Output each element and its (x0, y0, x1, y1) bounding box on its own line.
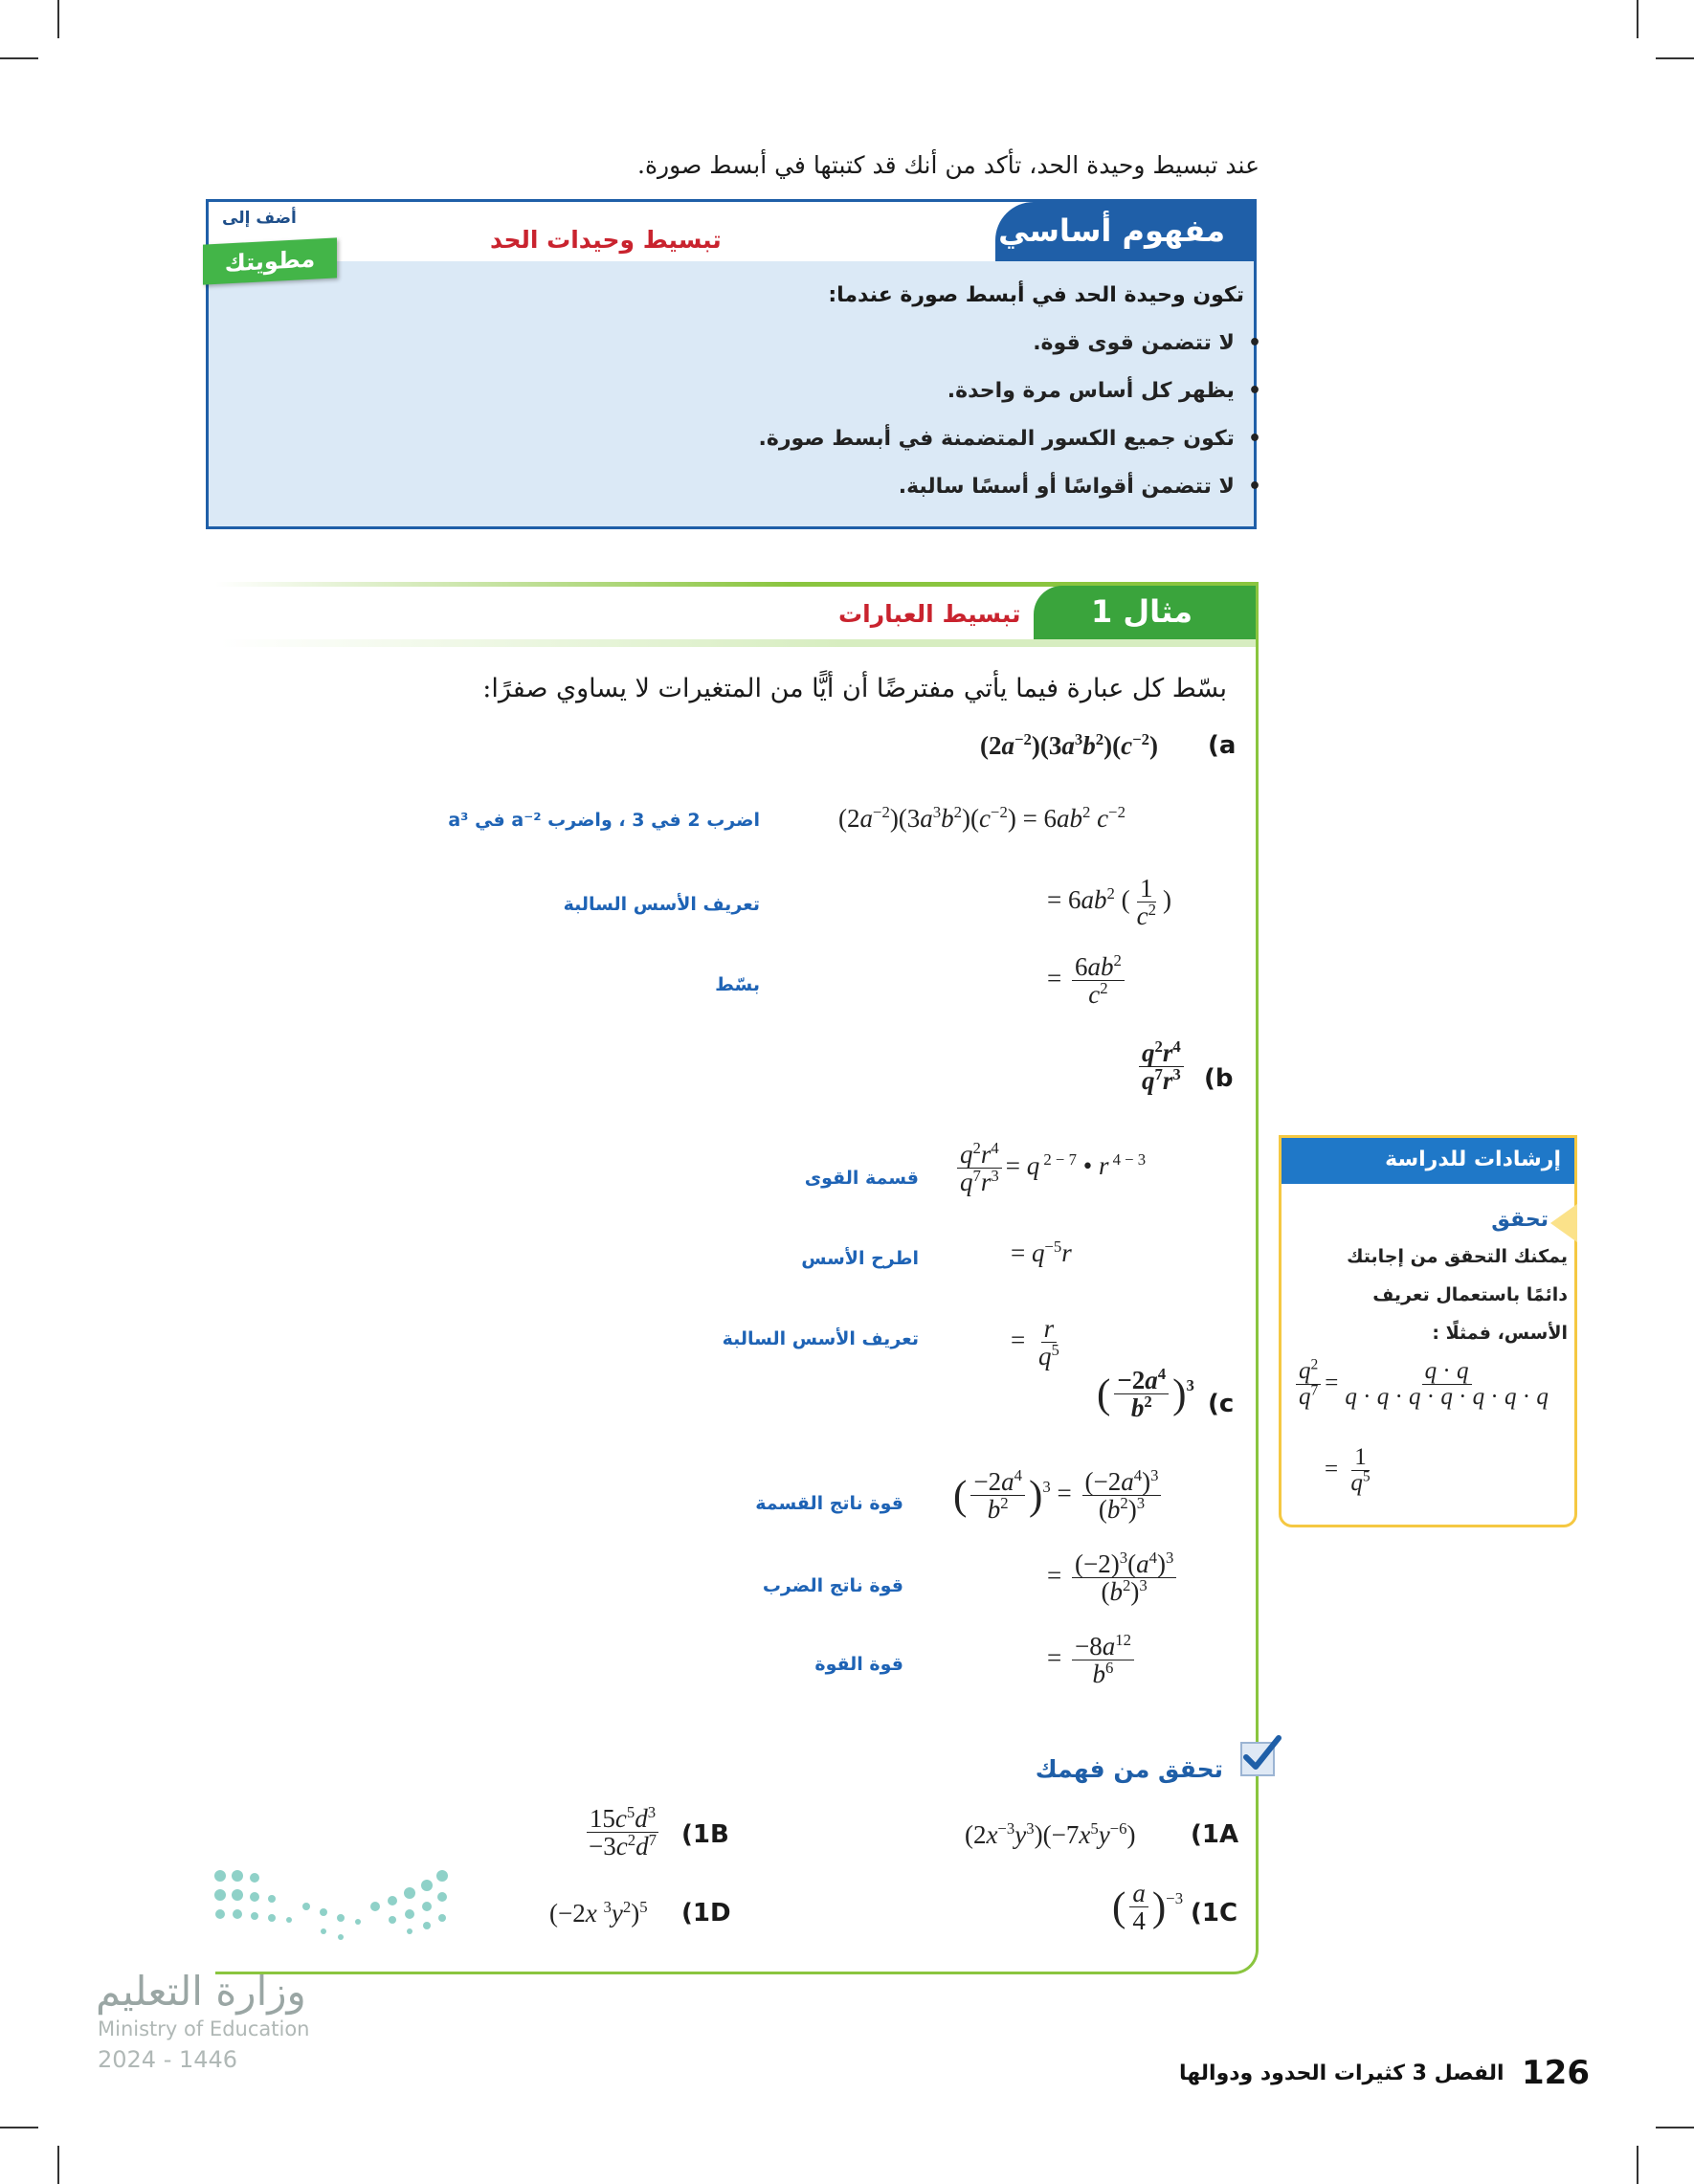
exercise-1c-expression: ( $\frac{a}{4}$ )$^{-3}$ (1112, 1879, 1184, 1936)
part-a-step-2: = $6ab^2$ ( $\frac{1}{c^2}$ ) (1047, 874, 1171, 931)
part-c-note-2: قوة ناتج الضرب (762, 1575, 903, 1596)
ministry-logo-dots (211, 1864, 450, 1947)
study-tips-header (1282, 1138, 1574, 1184)
part-a-note-2: تعريف الأسس السالبة (563, 894, 760, 915)
example-header-underline (220, 639, 1256, 647)
crop-mark (1656, 2127, 1694, 2128)
check-understanding-title: تحقق من فهمك (1035, 1755, 1223, 1783)
page-number: 126 (1522, 2054, 1590, 2092)
part-c-expression: ( $\frac{-2a^4}{b^2}$ )$^3$ (1097, 1365, 1194, 1423)
study-tips-result: = $\frac{1}{q^5}$ (1325, 1444, 1371, 1497)
foldable-top-label: أضف إلى (222, 209, 297, 228)
checkmark-icon (1240, 1742, 1275, 1776)
part-a-label: (a (1208, 731, 1237, 760)
study-tips-line: دائمًا باستعمال تعريف (1372, 1284, 1568, 1305)
example-subtitle: تبسيط العبارات (838, 600, 1021, 628)
study-tips-example: $\frac{q^2}{q^7}$ = $\frac{q \cdot q}{q \cdot q \cdot q \cdot q \cdot q \cdot q \cdot q}$ (1292, 1359, 1555, 1411)
part-a-step-1: $(2a^{-2})(3a^3b^2)(c^{-2}) = 6ab^2$ $c^{-2}$ (838, 803, 1126, 833)
ministry-year: 2024 - 1446 (98, 2046, 238, 2073)
part-c-label: (c (1208, 1390, 1235, 1418)
part-a-note-3: بسّط (715, 974, 760, 995)
crop-mark (57, 2146, 59, 2184)
part-b-step-3: = $\frac{r}{q^5}$ (1011, 1314, 1059, 1371)
exercise-1c-label: (1C (1191, 1899, 1238, 1928)
part-b-expression: $\frac{q^2r^4}{q^7r^3}$ (1135, 1039, 1188, 1095)
exercise-1b-expression: $\frac{15c^5d^3}{-3c^2d^7}$ (582, 1805, 663, 1861)
part-c-note-1: قوة ناتج القسمة (755, 1493, 903, 1514)
foldable-badge (203, 203, 337, 289)
study-tips-line: الأسس، فمثلًا : (1432, 1323, 1568, 1344)
foldable-bottom-label: مطويتك (203, 237, 337, 284)
crop-mark (1637, 0, 1638, 38)
part-b-step-1: $\frac{q^2r^4}{q^7r^3}$ = q $^{2 - 7}$ • r $^{4 - 3}$ (953, 1141, 1146, 1196)
exercise-1d-label: (1D (681, 1899, 731, 1928)
part-a-step-3: = $\frac{6ab^2}{c^2}$ (1047, 953, 1128, 1009)
example-title: مثال 1 (1091, 593, 1193, 630)
study-tips-line: يمكنك التحقق من إجابتك (1347, 1246, 1568, 1267)
concept-bullet: • تكون جميع الكسور المتضمنة في أبسط صورة. (759, 427, 1261, 451)
exercise-1a-label: (1A (1191, 1820, 1239, 1849)
key-concept-tab (995, 202, 1254, 261)
crop-mark (1637, 2146, 1638, 2184)
part-c-step-2: = $\frac{(-2)^3(a^4)^3}{(b^2)^3}$ (1047, 1550, 1180, 1606)
concept-bullet: • يظهر كل أساس مرة واحدة. (947, 379, 1261, 403)
part-c-note-3: قوة القوة (814, 1654, 903, 1675)
exercise-1a-expression: $(2x^{-3}y^3)(-7x^5y^{-6})$ (965, 1819, 1136, 1849)
ministry-name-english: Ministry of Education (98, 2017, 310, 2040)
crop-mark (0, 2127, 38, 2128)
part-b-step-2: = $q^{-5}r$ (1011, 1237, 1072, 1267)
part-b-label: (b (1204, 1064, 1234, 1093)
key-concept-title: مفهوم أساسي (998, 212, 1225, 249)
concept-bullet: • لا تتضمن أقواسًا أو أسسًا سالبة. (899, 475, 1261, 499)
exercise-1d-expression: (−2x $^3y^2)^5$ (549, 1898, 648, 1928)
part-b-note-2: اطرح الأسس (801, 1248, 919, 1269)
chapter-title: الفصل 3 كثيرات الحدود ودوالها (1179, 2061, 1505, 2085)
key-concept-subtitle: تبسيط وحيدات الحد (490, 226, 722, 254)
key-concept-intro: تكون وحيدة الحد في أبسط صورة عندما: (828, 283, 1244, 307)
concept-bullet: • لا تتضمن قوى قوة. (1033, 331, 1261, 355)
crop-mark (57, 0, 59, 38)
part-c-step-3: = $\frac{-8a^{12}}{b^6}$ (1047, 1633, 1138, 1688)
part-a-expression: $(2a^{-2})(3a^3b^2)(c^{-2})$ (980, 730, 1159, 760)
part-a-note-1: اضرب 2 في 3 ، واضرب a⁻² في a³ (448, 810, 760, 831)
intro-text: عند تبسيط وحيدة الحد، تأكد من أنك قد كتبتها في أبسط صورة. (637, 151, 1259, 179)
crop-mark (0, 57, 38, 59)
study-tips-heading: تحقق (1491, 1208, 1549, 1232)
part-b-note-1: قسمة القوى (804, 1168, 919, 1189)
key-concept-header (209, 202, 1254, 261)
part-c-step-1: ( $\frac{-2a^4}{b^2}$ )$^3$ = $\frac{(-2a^4)^3}{(b^2)^3}$ (953, 1468, 1165, 1524)
crop-mark (1656, 57, 1694, 59)
example-instruction: بسّط كل عبارة فيما يأتي مفترضًا أن أيًّا من المتغيرات لا يساوي صفرًا: (482, 674, 1227, 703)
exercise-1b-label: (1B (681, 1820, 729, 1849)
part-b-note-3: تعريف الأسس السالبة (722, 1328, 919, 1349)
study-tips-title: إرشادات للدراسة (1385, 1148, 1561, 1171)
ministry-name-arabic: وزارة التعليم (96, 1968, 306, 2015)
